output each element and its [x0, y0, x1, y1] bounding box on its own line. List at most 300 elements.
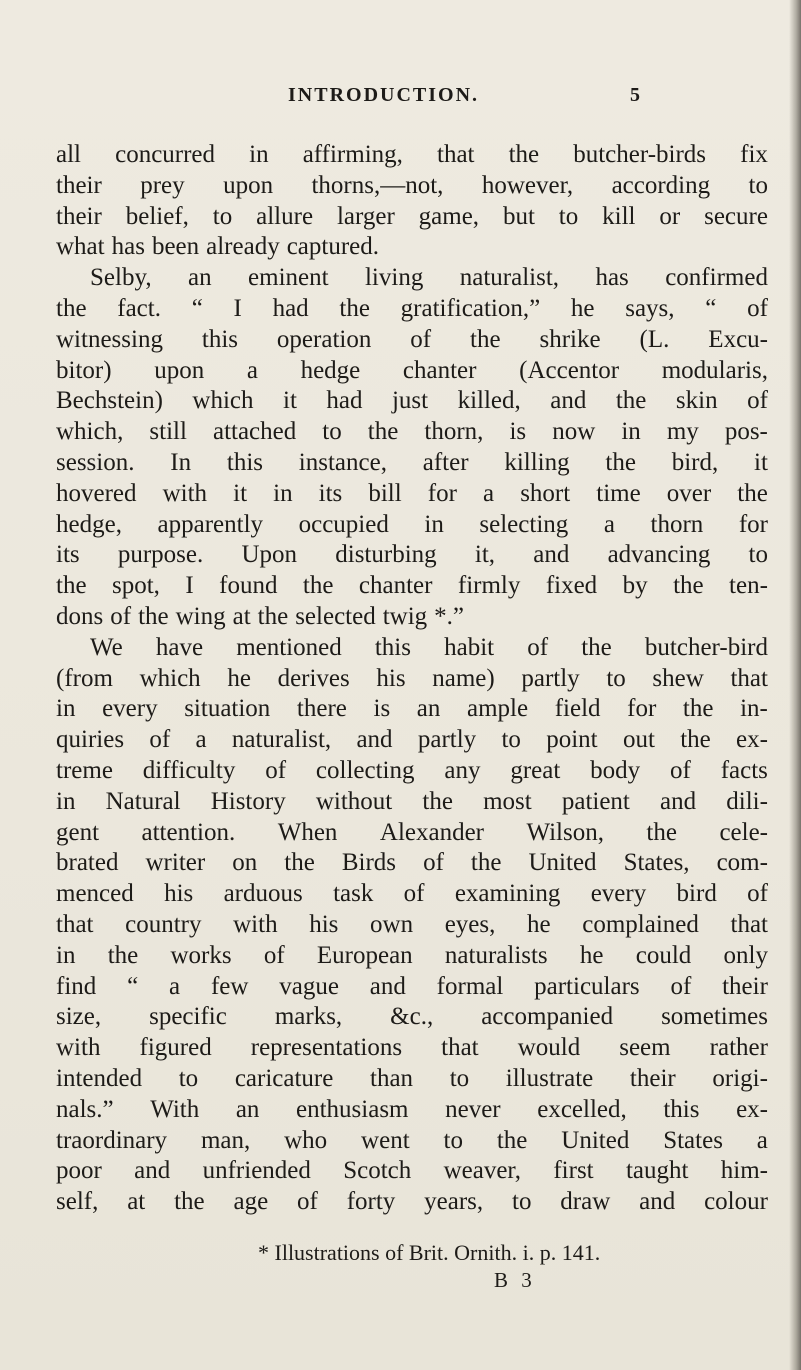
word: all [56, 141, 81, 168]
word: eyes, [444, 910, 496, 938]
word: hovered [56, 479, 137, 507]
word: a [603, 510, 615, 538]
word: task [333, 880, 374, 908]
word: (Accentor [519, 356, 620, 384]
word: time [596, 479, 641, 507]
word: in [249, 141, 269, 168]
word: naturalist, [231, 726, 332, 754]
word: apparently [157, 510, 264, 538]
word: allure [256, 202, 314, 230]
word: European [316, 941, 413, 969]
word: hedge [300, 356, 361, 384]
text-line [56, 818, 768, 849]
text-line [56, 910, 768, 941]
word: of [263, 941, 285, 969]
word: a [195, 726, 207, 754]
word: “ [191, 294, 203, 322]
word: specific [149, 1003, 227, 1031]
page-edge-shadow [789, 0, 801, 1370]
word: gent [56, 818, 100, 846]
word: is [509, 418, 527, 446]
word: already [206, 233, 280, 261]
word: every [590, 880, 647, 908]
word: after [422, 448, 469, 476]
text-line [56, 725, 768, 756]
word: firmly [457, 572, 521, 600]
word: seem [619, 1034, 671, 1062]
word: eminent [248, 264, 329, 292]
word: of [110, 602, 132, 630]
word: killing [504, 448, 570, 476]
word: caricature [234, 1064, 334, 1092]
word: first [553, 1157, 594, 1185]
word: had [272, 294, 309, 322]
word: instance, [298, 448, 387, 476]
word: he [527, 910, 551, 938]
word: have [155, 633, 204, 661]
body-text [56, 140, 768, 1218]
word: of [670, 756, 691, 784]
word: and [533, 541, 570, 569]
word: just [391, 387, 429, 415]
word: United [561, 1126, 630, 1154]
word: of [747, 880, 768, 908]
word: Alexander [379, 818, 485, 846]
word: at [232, 602, 251, 630]
word: this [226, 448, 263, 476]
text-line [56, 1033, 768, 1064]
word: point [546, 726, 598, 754]
word: in- [740, 695, 768, 723]
word: but [502, 202, 535, 230]
word: and [550, 387, 587, 415]
word: for [738, 510, 768, 538]
word: ample [467, 695, 529, 723]
word: witnessing [56, 325, 163, 353]
word: Excu- [708, 325, 768, 353]
word: session. [56, 448, 135, 476]
word: of [265, 756, 287, 784]
word: prey [140, 171, 185, 199]
word: field [554, 695, 601, 723]
word: still [149, 418, 187, 446]
word: chanter [402, 356, 477, 384]
word: patient [561, 787, 630, 815]
word: of [423, 849, 444, 877]
word: to [443, 1126, 463, 1154]
word: brated [56, 849, 119, 877]
word: secure [704, 202, 768, 230]
word: upon [223, 171, 274, 199]
word: the [339, 294, 370, 322]
word: and [134, 1157, 171, 1185]
word: self, [56, 1188, 99, 1216]
word: ex- [736, 726, 768, 754]
word: found [219, 572, 278, 600]
word: would [517, 1034, 581, 1062]
word: the [284, 849, 315, 877]
text-line [56, 540, 768, 571]
text-line [56, 325, 768, 356]
text-line [56, 1126, 768, 1157]
word: fixed [545, 572, 598, 600]
word: With [150, 1095, 200, 1123]
word: States, [623, 849, 690, 877]
word: Wilson, [526, 818, 604, 846]
word: captured. [286, 233, 380, 261]
word: find [56, 972, 97, 1000]
text-line [56, 263, 768, 294]
word: the [470, 849, 502, 877]
word: (from [56, 664, 113, 692]
text-line [56, 1156, 768, 1187]
word: habit [444, 633, 495, 661]
word: out [622, 726, 655, 754]
word: draw [560, 1188, 611, 1216]
word: the [737, 479, 768, 507]
word: to [322, 418, 342, 446]
word: Selby, [90, 264, 152, 292]
word: own [370, 910, 414, 938]
word: this [201, 325, 238, 353]
text-line [56, 633, 768, 664]
word: the [680, 726, 711, 754]
word: bill [368, 479, 402, 507]
word: which [192, 387, 254, 415]
word: colour [704, 1188, 768, 1216]
word: of [403, 880, 425, 908]
word: Birds [341, 849, 397, 877]
word: it [283, 387, 297, 415]
text-line [56, 140, 768, 171]
word: weaver, [443, 1157, 522, 1185]
word: bitor) [56, 356, 112, 384]
word: for [627, 695, 657, 723]
word: the [138, 602, 169, 630]
word: the [422, 787, 453, 815]
word: country [125, 910, 202, 938]
word: occupied [298, 510, 389, 538]
word: there [296, 695, 347, 723]
word: of [410, 325, 432, 353]
word: illustrate [505, 1064, 594, 1092]
word: &c., [390, 1003, 434, 1031]
word: his [309, 910, 339, 938]
word: and [356, 726, 393, 754]
word: bird, [671, 448, 719, 476]
word: its [56, 541, 80, 569]
word: an [235, 1095, 260, 1123]
word: accompanied [481, 1003, 614, 1031]
word: to [558, 202, 579, 230]
word: in [273, 479, 293, 507]
text-line [56, 879, 768, 910]
word: on [232, 849, 258, 877]
word: the [605, 448, 636, 476]
word: in [424, 510, 444, 538]
word: any [444, 756, 481, 784]
word: to [748, 541, 768, 569]
text-line [56, 232, 768, 263]
word: twig [382, 602, 428, 630]
word: short [520, 479, 571, 507]
word: spot, [111, 572, 160, 600]
word: United [528, 849, 597, 877]
word: difficulty [142, 756, 236, 784]
word: however, [481, 171, 574, 199]
word: him- [720, 1157, 768, 1185]
word: partly [521, 664, 580, 692]
page-header [0, 84, 801, 114]
word: belief, [125, 202, 189, 230]
word: fact. [117, 294, 161, 322]
text-line [56, 1002, 768, 1033]
word: complained [582, 910, 699, 938]
word: intended [56, 1064, 143, 1092]
word: forty [346, 1188, 396, 1216]
word: never [445, 1095, 501, 1123]
word: attached [212, 418, 297, 446]
word: derives [277, 664, 350, 692]
word: now [552, 418, 596, 446]
word: the [56, 572, 87, 600]
text-line [56, 848, 768, 879]
word: to [512, 1188, 532, 1216]
word: hedge, [56, 510, 122, 538]
word: their [56, 202, 102, 230]
word: is [373, 695, 391, 723]
word: taught [625, 1157, 689, 1185]
word: dons [56, 602, 104, 630]
word: marks, [274, 1003, 343, 1031]
word: of [747, 294, 768, 322]
word: selecting [479, 510, 569, 538]
word: and [660, 787, 697, 815]
text-line [56, 571, 768, 602]
word: had [326, 387, 363, 415]
word: gratification,” [400, 294, 541, 322]
word: or [659, 202, 681, 230]
word: partly [417, 726, 477, 754]
word: killed, [457, 387, 521, 415]
word: selected [295, 602, 376, 630]
word: of [297, 1188, 318, 1216]
word: the [470, 325, 501, 353]
word: skin [675, 387, 718, 415]
word: the [615, 387, 647, 415]
word: facts [720, 756, 768, 784]
word: butcher-birds [573, 141, 707, 168]
word: We [90, 633, 123, 661]
word: in [56, 695, 76, 723]
word: years, [424, 1188, 484, 1216]
word: a [756, 1126, 768, 1154]
word: bird [676, 880, 717, 908]
word: the [673, 572, 704, 600]
word: traordinary [56, 1126, 168, 1154]
word: arduous [223, 880, 303, 908]
word: only [723, 941, 768, 969]
word: man, [200, 1126, 251, 1154]
word: ten- [729, 572, 768, 600]
word: I [233, 294, 242, 322]
text-line [56, 448, 768, 479]
text-line [56, 1064, 768, 1095]
word: for [427, 479, 457, 507]
word: chanter [358, 572, 433, 600]
word: which [139, 664, 201, 692]
word: the [174, 1188, 205, 1216]
word: the [508, 141, 540, 168]
word: situation [184, 695, 271, 723]
word: of [149, 726, 171, 754]
word: the [646, 818, 677, 846]
word: fix [740, 141, 768, 168]
text-line [56, 202, 768, 233]
word: origi- [712, 1064, 768, 1092]
page-number: 5 [630, 84, 640, 106]
word: affirming, [302, 141, 403, 168]
word: *.” [434, 602, 465, 630]
word: an [416, 695, 441, 723]
word: by [622, 572, 648, 600]
text-line [56, 694, 768, 725]
word: the [496, 1126, 528, 1154]
word: it [233, 479, 248, 507]
text-line [56, 171, 768, 202]
word: he [570, 294, 595, 322]
word: collecting [315, 756, 415, 784]
word: to [178, 1064, 199, 1092]
word: without [315, 787, 393, 815]
word: has [111, 233, 145, 261]
word: Scotch [343, 1157, 412, 1185]
word: (L. [639, 325, 670, 353]
word: with [162, 479, 208, 507]
word: concurred [115, 141, 216, 168]
word: shrike [539, 325, 601, 353]
word: that [730, 910, 768, 938]
text-line [56, 417, 768, 448]
word: representations [250, 1034, 403, 1062]
word: that [437, 141, 475, 168]
word: over [666, 479, 712, 507]
word: Natural [105, 787, 181, 815]
word: modularis, [661, 356, 768, 384]
word: what [56, 233, 105, 261]
word: thorns,—not, [311, 171, 444, 199]
word: naturalists [444, 941, 548, 969]
word: great [510, 756, 561, 784]
word: in [56, 787, 76, 815]
word: the [257, 602, 289, 630]
word: their [722, 972, 768, 1000]
word: age [233, 1188, 269, 1216]
word: a [483, 479, 495, 507]
word: works [170, 941, 232, 969]
footnote-area [0, 1240, 801, 1300]
word: body [590, 756, 641, 784]
word: few [210, 972, 249, 1000]
text-line [56, 1187, 768, 1218]
word: writer [145, 849, 206, 877]
word: of [670, 972, 692, 1000]
word: quiries [56, 726, 125, 754]
word: vague [279, 972, 339, 1000]
word: cele- [719, 818, 768, 846]
word: it, [474, 541, 496, 569]
word: unfriended [202, 1157, 311, 1185]
word: excelled, [537, 1095, 627, 1123]
text-line [56, 294, 768, 325]
text-line [56, 941, 768, 972]
word: my [666, 418, 699, 446]
text-line [56, 1095, 768, 1126]
word: could [635, 941, 692, 969]
word: of [747, 387, 768, 415]
word: disturbing [335, 541, 437, 569]
text-line [56, 602, 768, 633]
word: When [277, 818, 338, 846]
word: a [246, 356, 258, 384]
text-line [56, 787, 768, 818]
word: according [611, 171, 711, 199]
word: the [107, 941, 139, 969]
word: that [441, 1034, 479, 1062]
word: the [682, 695, 714, 723]
word: than [370, 1064, 414, 1092]
word: his [164, 880, 194, 908]
word: wing [175, 602, 226, 630]
word: their [629, 1064, 676, 1092]
word: the [367, 418, 399, 446]
word: examining [454, 880, 561, 908]
word: with [233, 910, 278, 938]
word: menced [56, 880, 134, 908]
word: most [483, 787, 532, 815]
word: to [748, 171, 768, 199]
word: that [56, 910, 94, 938]
word: to [449, 1064, 470, 1092]
text-line [56, 756, 768, 787]
word: the [302, 572, 334, 600]
word: who [284, 1126, 328, 1154]
word: Upon [241, 541, 298, 569]
word: treme [56, 756, 113, 784]
word: larger [336, 202, 395, 230]
word: formal [436, 972, 504, 1000]
word: their [56, 171, 102, 199]
word: in [56, 941, 76, 969]
word: ex- [736, 1095, 768, 1123]
footnote: * Illustrations of Brit. Ornith. i. p. 141. [258, 1240, 601, 1265]
word: to [212, 202, 233, 230]
word: went [361, 1126, 410, 1154]
word: kill [602, 202, 636, 230]
word: it [754, 448, 768, 476]
word: to [501, 726, 521, 754]
text-line [56, 972, 768, 1003]
word: enthusiasm [296, 1095, 409, 1123]
word: the [56, 294, 87, 322]
word: attention. [141, 818, 236, 846]
word: says, [625, 294, 675, 322]
word: dili- [726, 787, 768, 815]
word: game, [418, 202, 480, 230]
word: an [188, 264, 212, 292]
word: been [151, 233, 200, 261]
text-line [56, 479, 768, 510]
